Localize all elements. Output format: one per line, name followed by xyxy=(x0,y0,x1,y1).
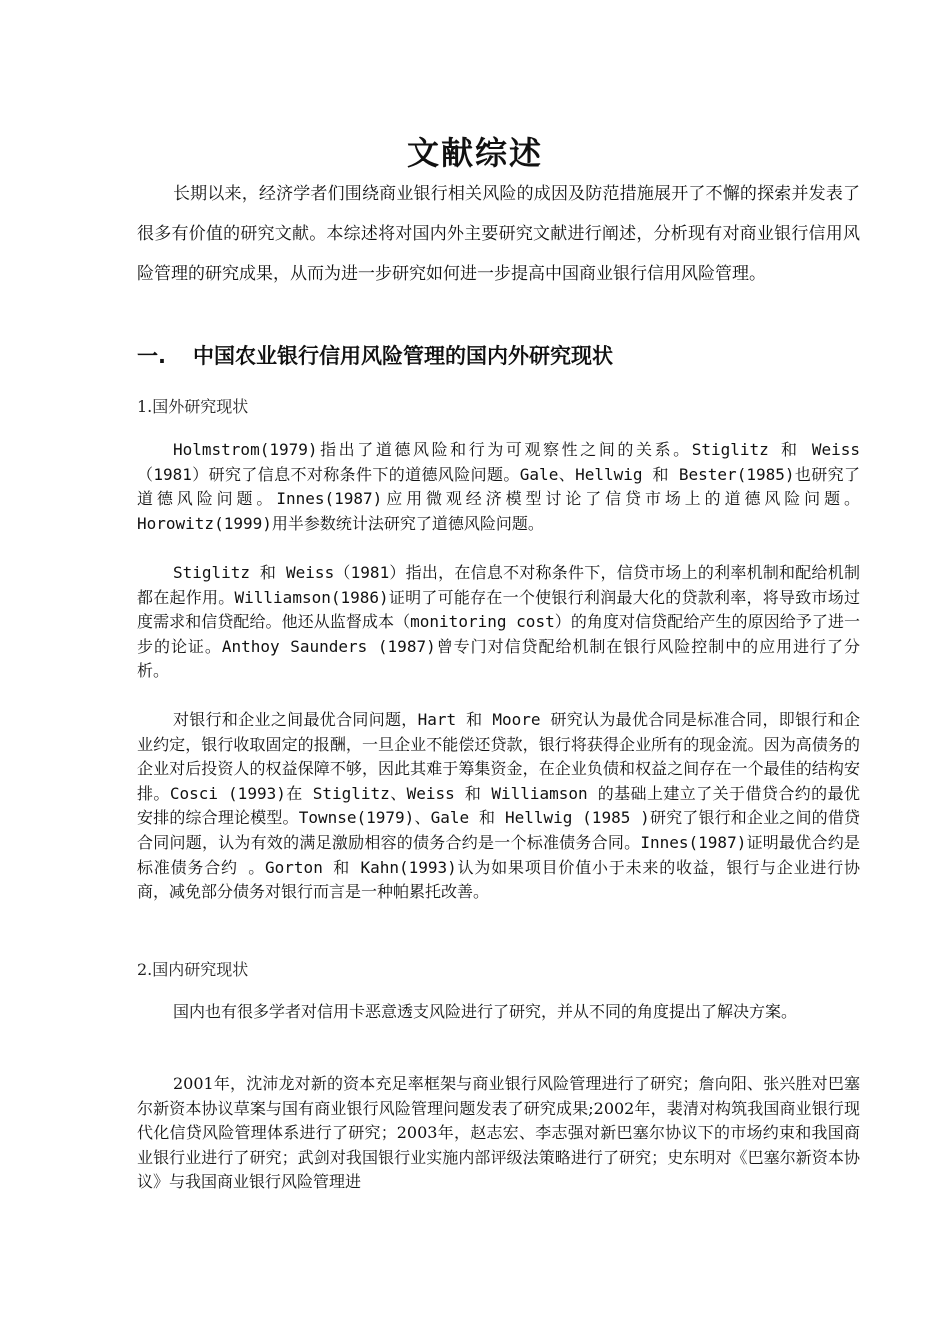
domestic-paragraph-1: 国内也有很多学者对信用卡恶意透支风险进行了研究，并从不同的角度提出了解决方案。 xyxy=(173,1002,798,1021)
intro-paragraph: 长期以来，经济学者们围绕商业银行相关风险的成因及防范措施展开了不懈的探索并发表了很多有价值的研究文献。本综述将对国内外主要研究文献进行阐述，分析现有对商业银行信用风险管理的研究成果，从而为进一步研究如何进一步提高中国商业银行信用风险管理。 xyxy=(137,184,860,284)
domestic-paragraph-2: 2001年，沈沛龙对新的资本充足率框架与商业银行风险管理进行了研究；詹向阳、张兴胜对巴塞尔新资本协议草案与国有商业银行风险管理问题发表了研究成果;2002年，裴清对构筑我国商业银行现代化信贷风险管理体系进行了研究；2003年，赵志宏、李志强对新巴塞尔协议下的市场约束和我国商业银行业进行了研究；武剑对我国银行业实施内部评级法策略进行了研究；史东明对《巴塞尔新资本协议》与我国商业银行风险管理进 xyxy=(137,1074,860,1192)
foreign-paragraph-2: Stiglitz 和 Weiss（1981）指出，在信息不对称条件下，信贷市场上的利率机制和配给机制都在起作用。Williamson(1986)证明了可能存在一个使银行利润最大化的贷款利率，将导致市场过度需求和信贷配给。他还从监督成本（monitoring cost）的角度对信贷配给产生的原因给予了进一步的论证。Anthoy Saunders (1987)曾专门对信贷配给机制在银行风险控制中的应用进行了分析。 xyxy=(137,563,860,681)
foreign-paragraph-3: 对银行和企业之间最优合同问题，Hart 和 Moore 研究认为最优合同是标准合同，即银行和企业约定，银行收取固定的报酬，一旦企业不能偿还贷款，银行将获得企业所有的现金流。因为高债务的企业对后投资人的权益保障不够，因此其难于筹集资金，在企业负债和权益之间存在一个最佳的结构安排。Cosci (1993)在 Stiglitz、Weiss 和 Williamson 的基础上建立了关于借贷合约的最优安排的综合理论模型。Townse(1979)、Gale 和 Hellwig (1985 )研究了银行和企业之间的借贷合同问题，认为有效的满足激励相容的债务合约是一个标准债务合同。Innes(1987)证明最优合约是标准债务合约 。Gorton 和 Kahn(1993)认为如果项目价值小于未来的收益，银行与企业进行协商，减免部分债务对银行而言是一种帕累托改善。 xyxy=(137,710,860,902)
section-heading xyxy=(137,340,860,370)
document-title: 文献综述 xyxy=(406,134,543,172)
subheading-foreign: 1.国外研究现状 xyxy=(137,397,249,416)
section-number: 一. xyxy=(137,344,166,368)
foreign-paragraph-1: Holmstrom(1979)指出了道德风险和行为可观察性之间的关系。Stiglitz 和 Weiss（1981）研究了信息不对称条件下的道德风险问题。Gale、Hellwig 和 Bester(1985)也研究了道德风险问题。Innes(1987)应用微观经济模型讨论了信贷市场上的道德风险问题。Horowitz(1999)用半参数统计法研究了道德风险问题。 xyxy=(137,440,860,533)
subheading-domestic: 2.国内研究现状 xyxy=(137,960,249,979)
section-title: 中国农业银行信用风险管理的国内外研究现状 xyxy=(193,344,613,368)
